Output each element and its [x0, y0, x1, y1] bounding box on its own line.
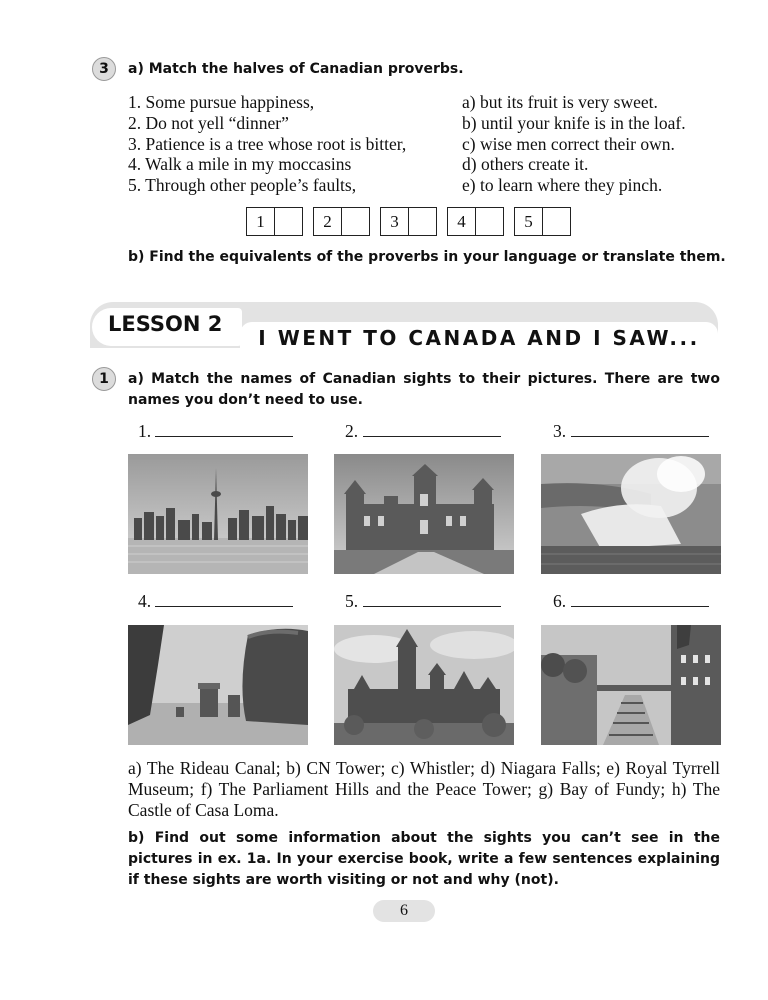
answer-line[interactable] — [363, 606, 501, 607]
proverb-second-half: a) but its fruit is very sweet. — [462, 92, 658, 112]
answer-line[interactable] — [571, 606, 709, 607]
proverb-first-half: 4. Walk a mile in my moccasins — [128, 154, 352, 175]
proverb-first-half: 2. Do not yell “dinner” — [128, 112, 289, 133]
lesson-title: I WENT TO CANADA AND I SAW... — [240, 322, 718, 354]
answer-slot[interactable] — [408, 208, 436, 235]
lesson-label: LESSON 2 — [108, 312, 223, 336]
proverb-first-halves — [128, 92, 406, 196]
answer-line[interactable] — [155, 436, 293, 437]
answer-box[interactable] — [246, 207, 303, 236]
answer-line[interactable] — [363, 436, 501, 437]
proverb-second-halves — [462, 92, 686, 196]
picture-number: 4. — [138, 591, 152, 611]
cn-tower-skyline-photo — [128, 454, 308, 574]
parliament-hill-photo — [334, 625, 514, 745]
bay-of-fundy-photo — [128, 625, 308, 745]
picture-number: 5. — [345, 591, 359, 611]
exercise-1b-instruction: b) Find out some information about the sights you can’t see in the pictures in ex. 1a. In your exercise book, write a few sentences explaining if these sights are worth visiting or not and why (not). — [128, 830, 720, 888]
exercise-number-badge: 1 — [92, 367, 116, 391]
answer-slot[interactable] — [274, 208, 302, 235]
sight-names-list: a) The Rideau Canal; b) CN Tower; c) Whistler; d) Niagara Falls; e) Royal Tyrrell Museum; f) The Parliament Hills and the Peace Tower; g) Bay of Fundy; h) The Castle of Casa Loma. — [128, 758, 720, 820]
answer-box[interactable] — [313, 207, 370, 236]
exercise-number-badge: 3 — [92, 57, 116, 81]
casa-loma-photo — [334, 454, 514, 574]
picture-number: 3. — [553, 421, 567, 441]
exercise-1a-instruction: a) Match the names of Canadian sights to their pictures. There are two names you don’t need to use. — [128, 371, 720, 408]
answer-box-number: 4 — [457, 212, 466, 231]
proverb-second-half: b) until your knife is in the loaf. — [462, 112, 686, 133]
proverb-second-half: c) wise men correct their own. — [462, 133, 675, 154]
answer-box[interactable] — [447, 207, 504, 236]
answer-slot[interactable] — [475, 208, 503, 235]
picture-number: 2. — [345, 421, 359, 441]
answer-box-number: 2 — [323, 212, 332, 231]
answer-box-number: 1 — [256, 212, 265, 231]
proverb-second-half: d) others create it. — [462, 154, 589, 175]
exercise-3a-instruction: a) Match the halves of Canadian proverbs. — [128, 61, 464, 77]
answer-box[interactable] — [514, 207, 571, 236]
answer-boxes — [246, 207, 571, 236]
answer-box[interactable] — [380, 207, 437, 236]
answer-slot[interactable] — [341, 208, 369, 235]
page-number: 6 — [373, 900, 435, 922]
answer-line[interactable] — [155, 606, 293, 607]
answer-slot[interactable] — [542, 208, 570, 235]
exercise-3b-instruction: b) Find the equivalents of the proverbs in your language or translate them. — [128, 249, 726, 265]
niagara-falls-photo — [541, 454, 721, 574]
proverb-first-half: 1. Some pursue happiness, — [128, 92, 315, 112]
answer-box-number: 3 — [390, 212, 399, 231]
proverb-first-half: 5. Through other people’s faults, — [128, 175, 357, 196]
answer-box-number: 5 — [524, 212, 533, 231]
proverb-second-half: e) to learn where they pinch. — [462, 175, 663, 196]
picture-number: 6. — [553, 591, 567, 611]
rideau-canal-photo — [541, 625, 721, 745]
proverb-first-half: 3. Patience is a tree whose root is bitter, — [128, 133, 407, 154]
picture-number: 1. — [138, 421, 152, 441]
answer-line[interactable] — [571, 436, 709, 437]
